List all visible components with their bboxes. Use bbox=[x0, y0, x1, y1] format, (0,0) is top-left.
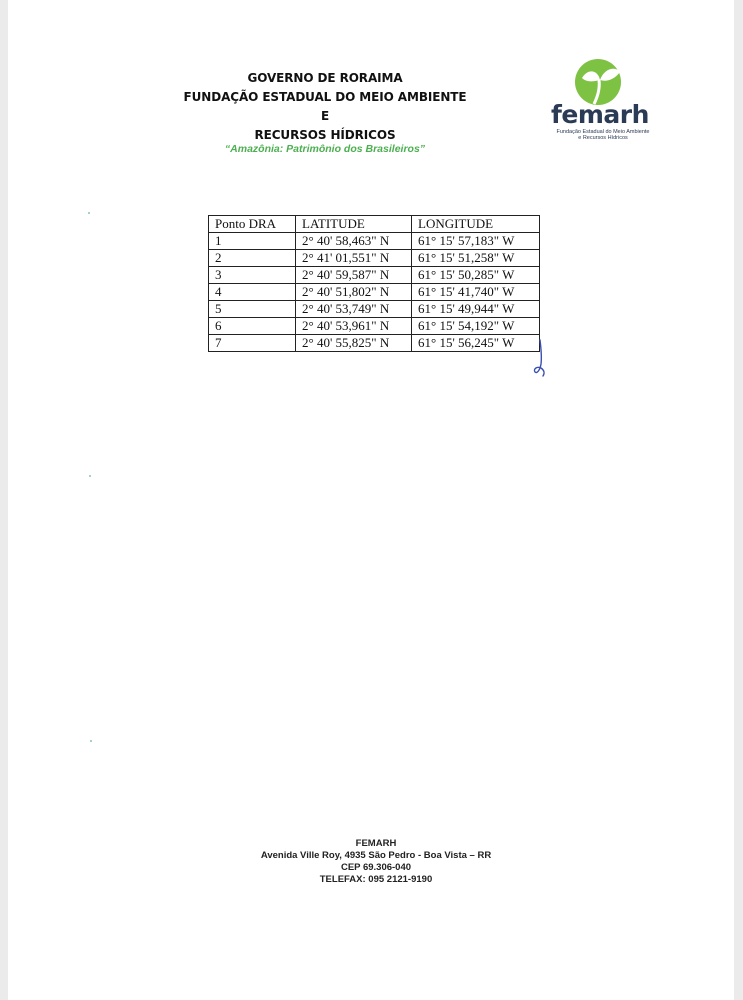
table-row bbox=[209, 233, 540, 250]
longitude-cell: 61° 15' 49,944" W bbox=[412, 301, 540, 318]
footer-address: Avenida Ville Roy, 4935 São Pedro - Boa Vista – RR bbox=[260, 850, 492, 861]
longitude-cell: 61° 15' 50,285" W bbox=[412, 267, 540, 284]
table-row bbox=[209, 318, 540, 335]
longitude-cell: 61° 15' 51,258" W bbox=[412, 250, 540, 267]
longitude-cell: 61° 15' 54,192" W bbox=[412, 318, 540, 335]
column-header-latitude: LATITUDE bbox=[296, 216, 412, 233]
table-row bbox=[209, 284, 540, 301]
header-foundation-cont: RECURSOS HÍDRICOS bbox=[254, 128, 396, 142]
coordinates-table bbox=[208, 215, 540, 352]
point-cell: 6 bbox=[209, 318, 296, 335]
longitude-cell: 61° 15' 41,740" W bbox=[412, 284, 540, 301]
table-row bbox=[209, 301, 540, 318]
footer-cep: CEP 69.306-040 bbox=[340, 862, 412, 873]
table-row bbox=[209, 250, 540, 267]
table-row bbox=[209, 335, 540, 352]
header-foundation: FUNDAÇÃO ESTADUAL DO MEIO AMBIENTE E bbox=[183, 90, 467, 123]
femarh-logo bbox=[545, 58, 655, 143]
longitude-cell: 61° 15' 56,245" W bbox=[412, 335, 540, 352]
point-cell: 7 bbox=[209, 335, 296, 352]
latitude-cell: 2° 40' 58,463" N bbox=[296, 233, 412, 250]
scan-left-margin bbox=[0, 0, 8, 1000]
letterhead bbox=[180, 69, 470, 155]
latitude-cell: 2° 40' 59,587" N bbox=[296, 267, 412, 284]
logo-subtitle bbox=[551, 129, 655, 141]
logo-subtitle-line2: e Recursos Hídricos bbox=[578, 135, 628, 141]
scan-speck bbox=[89, 475, 91, 477]
table-header-row bbox=[209, 216, 540, 233]
handwritten-initial-mark bbox=[528, 338, 552, 378]
longitude-cell: 61° 15' 57,183" W bbox=[412, 233, 540, 250]
point-cell: 3 bbox=[209, 267, 296, 284]
latitude-cell: 2° 41' 01,551" N bbox=[296, 250, 412, 267]
point-cell: 1 bbox=[209, 233, 296, 250]
scan-speck bbox=[88, 212, 90, 214]
page-footer bbox=[226, 838, 526, 886]
latitude-cell: 2° 40' 51,802" N bbox=[296, 284, 412, 301]
logo-subtitle-line1: Fundação Estadual do Meio Ambiente bbox=[556, 129, 650, 135]
logo-wordmark: femarh bbox=[551, 100, 649, 129]
header-government: GOVERNO DE RORAIMA bbox=[247, 71, 403, 85]
point-cell: 4 bbox=[209, 284, 296, 301]
leaf-logo-icon bbox=[570, 58, 626, 106]
point-cell: 2 bbox=[209, 250, 296, 267]
scan-right-margin bbox=[734, 0, 743, 1000]
column-header-point: Ponto DRA bbox=[209, 216, 296, 233]
scan-speck bbox=[90, 740, 92, 742]
column-header-longitude: LONGITUDE bbox=[412, 216, 540, 233]
latitude-cell: 2° 40' 53,749" N bbox=[296, 301, 412, 318]
latitude-cell: 2° 40' 55,825" N bbox=[296, 335, 412, 352]
footer-phone: TELEFAX: 095 2121-9190 bbox=[319, 874, 433, 885]
latitude-cell: 2° 40' 53,961" N bbox=[296, 318, 412, 335]
point-cell: 5 bbox=[209, 301, 296, 318]
table-row bbox=[209, 267, 540, 284]
header-slogan: “Amazônia: Patrimônio dos Brasileiros” bbox=[224, 143, 426, 155]
footer-org: FEMARH bbox=[355, 838, 397, 849]
